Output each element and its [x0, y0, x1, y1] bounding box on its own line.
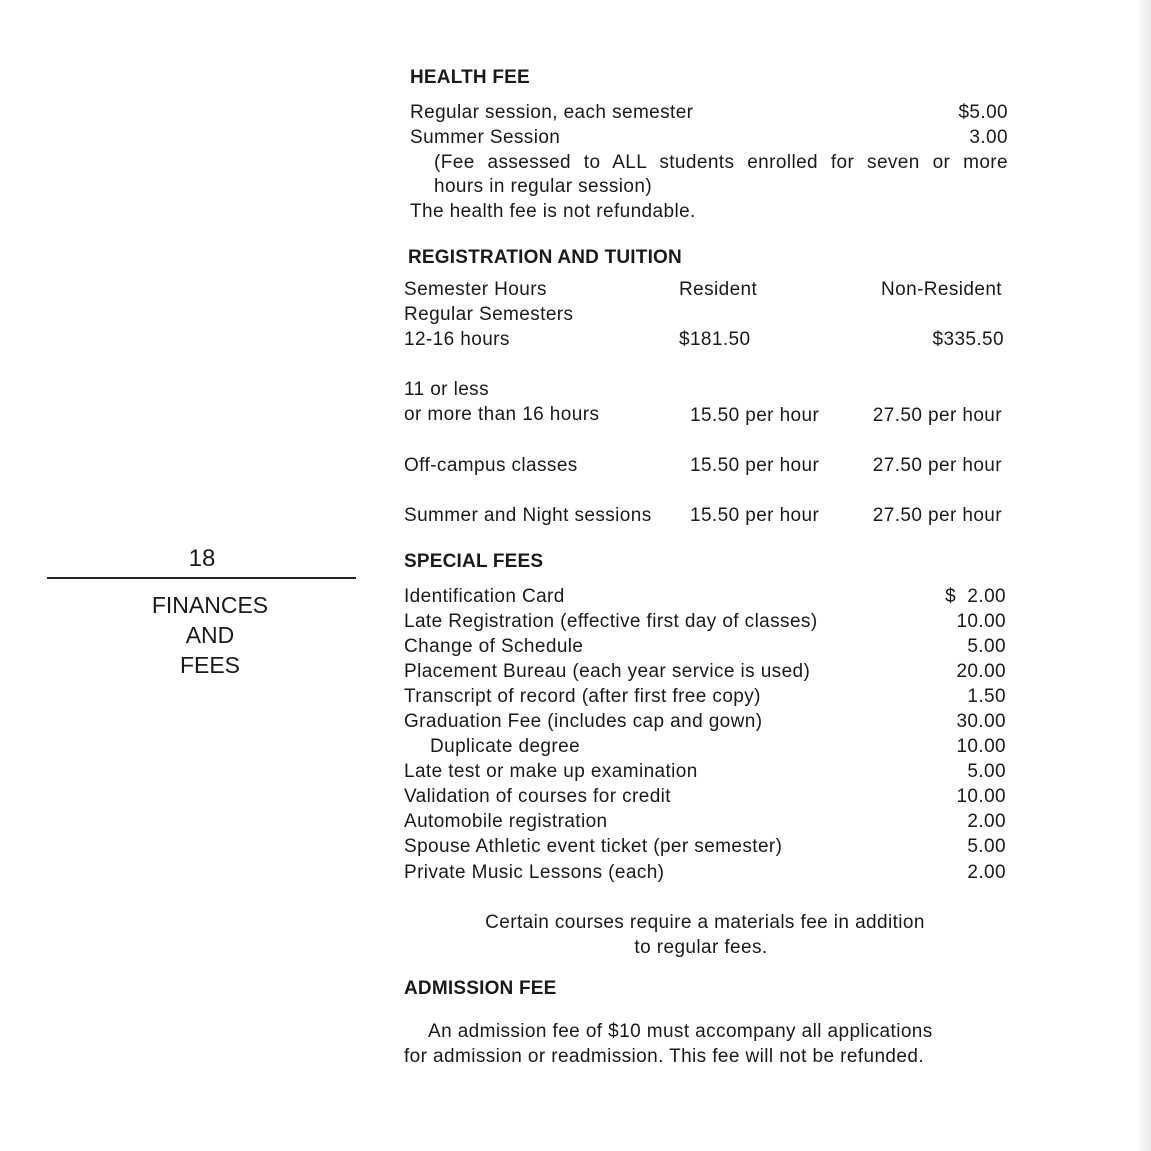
fee-label: Automobile registration [404, 811, 608, 832]
fee-amount: 5.00 [967, 636, 1006, 657]
special-fee-row [404, 809, 1006, 834]
fee-label: Summer Session [410, 127, 561, 148]
fee-amount: $5.00 [958, 102, 1008, 123]
section-title [140, 590, 280, 680]
fee-amount: 20.00 [956, 661, 1006, 682]
special-fee-row [404, 709, 1006, 734]
fee-label: Late Registration (effective first day of classes) [404, 611, 818, 632]
tuition-row-label: 12-16 hours [404, 329, 510, 350]
fee-amount: 5.00 [967, 761, 1006, 782]
tuition-resident: 15.50 per hour [690, 505, 820, 526]
side-divider [47, 577, 356, 579]
admission-text: An admission fee of $10 must accompany all applications [428, 1021, 933, 1042]
fee-label: Transcript of record (after first free copy) [404, 686, 761, 707]
fee-amount: 2.00 [967, 811, 1006, 832]
special-fee-row [404, 659, 1006, 684]
section-title-line: FEES [179, 652, 241, 678]
health-fee-row [410, 100, 1008, 125]
fee-amount: 5.00 [967, 836, 1006, 857]
fee-amount: 10.00 [956, 786, 1006, 807]
fee-amount: $ 2.00 [945, 586, 1006, 607]
section-title-line: AND [185, 622, 235, 648]
fee-label: Duplicate degree [430, 736, 581, 757]
tuition-row-label: Summer and Night sessions [404, 505, 652, 526]
col-header-nonresident: Non-Resident [881, 279, 1002, 300]
section-title-line: FINANCES [151, 592, 269, 618]
fee-label: Regular session, each semester [410, 102, 694, 123]
tuition-resident: 15.50 per hour [690, 455, 820, 476]
health-fee-note: (Fee assessed to ALL students enrolled for seven or more [434, 152, 1008, 173]
col-header-resident: Resident [679, 279, 758, 300]
fee-amount: 30.00 [956, 711, 1006, 732]
page-number: 18 [188, 545, 216, 572]
materials-note: to regular fees. [634, 937, 768, 958]
fee-amount: 2.00 [967, 862, 1006, 883]
tuition-nonresident: $335.50 [932, 329, 1004, 350]
tuition-nonresident: 27.50 per hour [872, 505, 1002, 526]
health-fee-refund-note: The health fee is not refundable. [410, 201, 696, 222]
special-fee-row [404, 759, 1006, 784]
fee-label: Late test or make up examination [404, 761, 698, 782]
fee-label: Spouse Athletic event ticket (per semester) [404, 836, 783, 857]
fee-label: Change of Schedule [404, 636, 584, 657]
special-fees-heading: SPECIAL FEES [404, 551, 544, 572]
health-fee-heading: HEALTH FEE [410, 67, 530, 88]
admission-heading: ADMISSION FEE [404, 978, 557, 999]
tuition-nonresident: 27.50 per hour [872, 455, 1002, 476]
special-fee-row [404, 609, 1006, 634]
tuition-resident: 15.50 per hour [690, 405, 820, 426]
special-fee-row [404, 834, 1006, 859]
special-fee-row [404, 634, 1006, 659]
tuition-row-label: Off-campus classes [404, 455, 578, 476]
registration-heading: REGISTRATION AND TUITION [408, 247, 682, 268]
tuition-row-label: 11 or less [404, 379, 489, 400]
fee-label: Private Music Lessons (each) [404, 862, 665, 883]
fee-label: Identification Card [404, 586, 565, 607]
tuition-row-label: or more than 16 hours [404, 404, 600, 425]
page-edge-shadow [1137, 0, 1151, 1151]
special-fee-row [404, 684, 1006, 709]
fee-amount: 1.50 [967, 686, 1006, 707]
tuition-resident: $181.50 [679, 329, 751, 350]
health-fee-row [410, 125, 1008, 150]
fee-label: Graduation Fee (includes cap and gown) [404, 711, 763, 732]
materials-note: Certain courses require a materials fee in addition [485, 912, 925, 933]
special-fee-row [404, 734, 1006, 759]
fee-label: Placement Bureau (each year service is used) [404, 661, 811, 682]
fee-label: Validation of courses for credit [404, 786, 671, 807]
fee-amount: 10.00 [956, 736, 1006, 757]
fee-amount: 3.00 [969, 127, 1008, 148]
col-header-hours: Semester Hours [404, 279, 547, 300]
health-fee-note: hours in regular session) [434, 176, 653, 197]
special-fee-row [404, 860, 1006, 885]
regular-semesters-label: Regular Semesters [404, 304, 574, 325]
admission-text: for admission or readmission. This fee will not be refunded. [404, 1046, 925, 1067]
fee-amount: 10.00 [956, 611, 1006, 632]
special-fee-row [404, 584, 1006, 609]
tuition-nonresident: 27.50 per hour [872, 405, 1002, 426]
special-fee-row [404, 784, 1006, 809]
